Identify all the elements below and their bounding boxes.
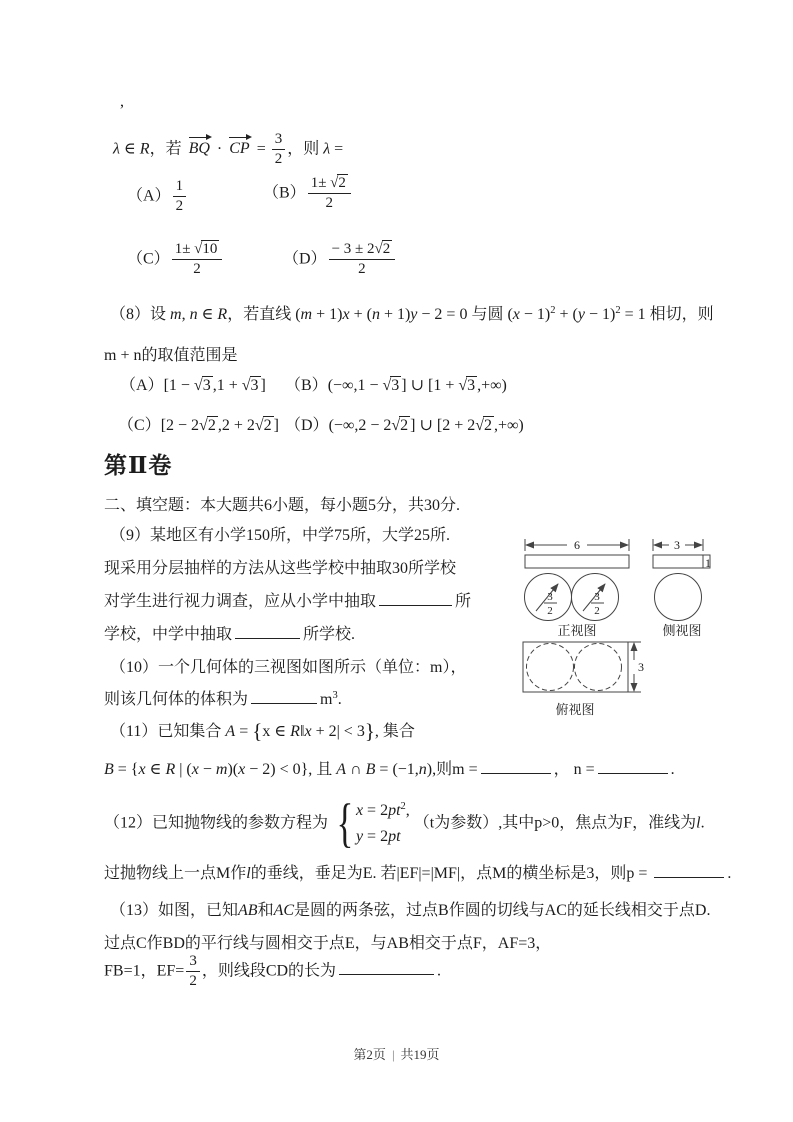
vector-symbol: BQ xyxy=(188,140,210,158)
text: ∈ xyxy=(145,761,166,778)
text: , xyxy=(181,306,190,323)
answer-blank xyxy=(598,769,668,774)
side-view-figure xyxy=(648,536,776,640)
text: ， xyxy=(140,962,157,980)
radicand xyxy=(382,240,393,257)
text: − 2 = 0 xyxy=(417,306,472,323)
square-root xyxy=(475,416,494,434)
section-heading xyxy=(104,449,172,482)
text: 1± xyxy=(310,175,331,191)
square-root xyxy=(194,376,213,394)
text: ] ∪ [2 + 2 xyxy=(410,417,476,434)
answer-blank xyxy=(379,601,452,606)
fraction-denominator xyxy=(172,259,223,278)
radical-sign: √ xyxy=(458,377,467,394)
text: 1± xyxy=(174,241,195,257)
q10-line-2 xyxy=(104,688,342,711)
front-width-label: 6 xyxy=(574,538,580,552)
vector-symbol: CP xyxy=(229,140,250,158)
math-text: λ xyxy=(323,140,331,158)
text: ，若直线 xyxy=(227,306,296,323)
text: 对学生进行视力调查，应从小学中抽取 xyxy=(104,593,377,610)
q8-option-c xyxy=(118,414,279,437)
text: + ( xyxy=(349,306,372,323)
text: , xyxy=(120,93,124,110)
text: [2 − 2 xyxy=(160,417,200,434)
text: 现采用分层抽样的方法从这些学校中抽取30所学校 xyxy=(104,560,457,577)
text: { xyxy=(252,719,263,743)
text: ] xyxy=(273,417,279,434)
text: m + n xyxy=(104,347,142,364)
square-root xyxy=(391,416,410,434)
text: （A） xyxy=(127,187,171,205)
math-text: B xyxy=(104,761,114,778)
math-text: m xyxy=(170,306,182,323)
cases-row xyxy=(356,799,410,822)
math-text: n xyxy=(189,306,198,323)
superscript: 3 xyxy=(332,690,338,701)
text: 则 xyxy=(436,761,453,778)
text: − 1) xyxy=(584,306,616,323)
top-outline xyxy=(523,642,628,692)
math-text: R xyxy=(290,723,300,740)
square-root xyxy=(382,376,401,394)
top-height-label: 3 xyxy=(638,660,644,674)
text: ( xyxy=(507,306,513,323)
q13-line-1 xyxy=(110,899,711,922)
text: 2 xyxy=(484,417,492,434)
fraction-denominator xyxy=(308,193,351,212)
text: m = xyxy=(452,761,478,778)
fraction-numerator xyxy=(308,175,351,193)
front-view-figure xyxy=(513,536,645,640)
text: = xyxy=(252,140,270,158)
radical-sign: √ xyxy=(194,241,202,257)
math-text: pt xyxy=(388,802,401,819)
text: ] ∪ [1 + xyxy=(401,377,459,394)
side-width-label: 3 xyxy=(674,538,680,552)
fraction-denominator xyxy=(173,196,187,215)
superscript: 2 xyxy=(400,801,406,812)
text: ( xyxy=(295,306,301,323)
text: ,1 + xyxy=(212,377,242,394)
text: （C） xyxy=(127,250,170,268)
text: 2 xyxy=(263,417,272,434)
text: （12）已知抛物线的参数方程为 xyxy=(104,814,329,832)
math-text: x xyxy=(138,761,146,778)
q7-option-b xyxy=(263,175,353,213)
text: FB=1 xyxy=(104,962,141,980)
text: （B） xyxy=(263,184,306,202)
stray-comma xyxy=(120,90,124,113)
text: （11）已知集合 xyxy=(110,723,226,740)
text: . xyxy=(670,761,675,778)
footer-page-number: 第2页 xyxy=(353,1047,386,1062)
side-plate xyxy=(653,555,710,568)
text: 1 xyxy=(175,178,184,194)
text: 2 xyxy=(274,151,283,168)
math-text: R xyxy=(217,306,228,323)
q8-stem-line-2 xyxy=(104,344,237,367)
fraction xyxy=(186,953,200,991)
text: ] xyxy=(260,377,266,394)
text: } xyxy=(364,719,375,743)
square-root xyxy=(458,376,477,394)
text: − 2) < 0}, xyxy=(245,761,317,778)
text: 二、填空题：本大题共6小题，每小题5分，共30分. xyxy=(104,497,461,514)
text: m xyxy=(320,691,333,708)
math-text: A xyxy=(225,723,236,740)
text: 3 xyxy=(274,131,283,147)
radicand xyxy=(337,174,348,191)
text: . xyxy=(727,865,732,882)
text: )( xyxy=(227,761,239,778)
q11-line-1 xyxy=(110,716,415,746)
text: − 1) xyxy=(519,306,551,323)
text: 2 xyxy=(325,195,334,212)
q9-line-2 xyxy=(104,557,456,580)
fraction xyxy=(272,131,286,169)
text: . xyxy=(337,691,342,708)
text: 所学校. xyxy=(303,626,356,643)
text: , xyxy=(405,802,410,819)
radicand xyxy=(263,416,274,434)
text: 3 xyxy=(467,377,476,394)
text: ‖ xyxy=(299,723,305,740)
q7-option-c xyxy=(127,241,224,279)
radical-sign: √ xyxy=(241,377,250,394)
radical-sign: √ xyxy=(254,417,263,434)
answer-blank xyxy=(251,699,317,704)
cases-rows xyxy=(356,799,410,848)
q11-line-2 xyxy=(104,758,675,781)
text: ∈ xyxy=(119,140,140,158)
square-root xyxy=(199,416,218,434)
math-text: l xyxy=(246,865,251,882)
text: ∩ xyxy=(346,761,366,778)
text: 3 xyxy=(189,953,197,969)
q9-line-3 xyxy=(104,590,471,613)
text: = xyxy=(330,140,344,158)
text: , xyxy=(374,723,379,740)
text: （10）一个几何体的三视图如图所示（单位：m）， xyxy=(110,659,467,676)
text: （9）某地区有小学150所，中学75所，大学25所. xyxy=(110,527,451,544)
radical-sign: √ xyxy=(330,175,338,191)
text: 3 xyxy=(202,377,211,394)
math-text: x xyxy=(304,723,312,740)
fraction-numerator xyxy=(272,131,286,149)
top-view-figure xyxy=(513,638,665,722)
cases-brace: { xyxy=(336,793,354,854)
radicand xyxy=(207,416,218,434)
fraction-denominator xyxy=(329,259,396,278)
top-circle-left xyxy=(527,644,574,691)
math-text: y xyxy=(355,828,364,846)
text: （C） xyxy=(118,417,161,434)
square-root xyxy=(194,240,219,257)
answer-blank xyxy=(339,970,434,975)
text: EF= xyxy=(156,962,185,980)
math-text: A xyxy=(336,761,347,778)
text: 2 xyxy=(338,175,346,191)
front-radius-den: 2 xyxy=(547,605,553,617)
superscript: 2 xyxy=(615,305,621,316)
q7-stem-line xyxy=(113,131,343,169)
math-text: λ xyxy=(113,140,120,158)
text: 和 xyxy=(257,902,274,919)
text: p = xyxy=(626,865,652,882)
text: [1 − xyxy=(163,377,194,394)
fraction-numerator xyxy=(173,178,187,196)
fraction-numerator xyxy=(172,241,223,259)
square-root xyxy=(242,376,261,394)
square-root xyxy=(375,240,393,257)
q7-option-a xyxy=(127,178,188,216)
text: 的垂线，垂足为E. 若|EF|=|MF|，点M的横坐标是3，则 xyxy=(250,865,627,882)
fraction-numerator xyxy=(329,241,396,259)
text: （B） xyxy=(285,377,328,394)
front-view-caption: 正视图 xyxy=(557,623,597,638)
text: = 2 xyxy=(363,802,389,819)
fraction-numerator xyxy=(186,953,200,971)
answer-blank xyxy=(654,873,724,878)
text: 是圆的两条弦，过点B作圆的切线与AC的延长线相交于点D. xyxy=(294,902,711,919)
text: 2 xyxy=(207,417,216,434)
text: ,+∞) xyxy=(477,377,507,394)
text: − 3 ± 2 xyxy=(331,241,375,257)
math-text: y xyxy=(577,306,585,323)
q7-option-d xyxy=(283,241,397,279)
q12-line-2 xyxy=(104,862,731,885)
math-text: m xyxy=(300,306,313,323)
text: x ∈ xyxy=(262,723,291,740)
top-view-caption: 俯视图 xyxy=(555,702,595,717)
text: − xyxy=(198,761,216,778)
text: （D） xyxy=(283,250,327,268)
math-text: m xyxy=(215,761,228,778)
text: （t为参数）,其中p>0，焦点为F，准线为 xyxy=(413,814,697,832)
text: ,2 + 2 xyxy=(217,417,255,434)
radicand xyxy=(201,240,219,257)
fraction xyxy=(308,175,351,213)
text: （8）设 xyxy=(110,306,171,323)
text: 过抛物线上一点M作 xyxy=(104,865,247,882)
text: = xyxy=(235,723,253,740)
square-root xyxy=(330,174,348,191)
q13-line-3 xyxy=(104,953,441,991)
section-instructions xyxy=(104,494,460,517)
text: 2 xyxy=(400,417,409,434)
text: 2 xyxy=(382,241,391,257)
q13-line-2 xyxy=(104,932,551,955)
text: 所 xyxy=(455,593,472,610)
radical-sign: √ xyxy=(374,241,382,257)
text: ), xyxy=(426,761,437,778)
text: ,+∞) xyxy=(494,417,524,434)
math-text: B xyxy=(365,761,376,778)
cases-system xyxy=(332,793,410,854)
text: 第Ⅱ卷 xyxy=(104,453,173,478)
q12-line-1 xyxy=(104,793,705,854)
text: (−∞,2 − 2 xyxy=(328,417,392,434)
math-text: AC xyxy=(273,902,295,919)
fraction xyxy=(173,178,187,216)
text: 过点C作BD的平行线与圆相交于点E，与AB相交于点F，AF=3， xyxy=(104,935,552,952)
text: ， xyxy=(553,761,574,778)
math-text: x xyxy=(512,306,520,323)
math-text: x xyxy=(342,306,350,323)
q8-stem-line-1 xyxy=(110,303,714,326)
text: = (−1, xyxy=(375,761,419,778)
text: 与圆 xyxy=(471,306,508,323)
text: 学校，中学中抽取 xyxy=(104,626,233,643)
radical-sign: √ xyxy=(382,377,391,394)
text: 2 xyxy=(193,261,201,278)
top-circle-right xyxy=(575,644,622,691)
fraction-denominator xyxy=(272,149,286,168)
radicand xyxy=(466,376,477,394)
text: + 2| < 3 xyxy=(311,723,365,740)
radicand xyxy=(250,376,261,394)
radicand xyxy=(399,416,410,434)
radical-sign: √ xyxy=(193,377,202,394)
math-text: R xyxy=(165,761,176,778)
math-text: x xyxy=(191,761,199,778)
footer-separator: | xyxy=(391,1047,395,1062)
math-text: AB xyxy=(238,902,258,919)
fraction xyxy=(172,241,223,279)
radicand xyxy=(483,416,494,434)
text: 10 xyxy=(202,241,218,257)
math-text: x xyxy=(355,802,364,819)
math-text: x xyxy=(238,761,246,778)
radical-sign: √ xyxy=(475,417,483,434)
radical-sign: √ xyxy=(391,417,400,434)
text: 2 xyxy=(358,261,366,278)
answer-blank xyxy=(481,769,551,774)
text: + 1) xyxy=(379,306,411,323)
front-radius-num: 3 xyxy=(594,591,600,603)
text: = 1 xyxy=(620,306,650,323)
radicand xyxy=(390,376,401,394)
math-text: R xyxy=(139,140,150,158)
math-text: y xyxy=(410,306,418,323)
text: . xyxy=(700,814,705,832)
text: · xyxy=(212,140,227,158)
side-view-caption: 侧视图 xyxy=(662,623,702,638)
q10-line-1 xyxy=(110,656,466,679)
radical-sign: √ xyxy=(199,417,207,434)
answer-blank xyxy=(235,634,300,639)
text: . xyxy=(437,962,442,980)
front-radius-num: 3 xyxy=(547,591,553,603)
square-root xyxy=(255,416,274,434)
text: 2 xyxy=(189,973,197,990)
text: ，若 xyxy=(149,140,186,158)
text: 相切，则 xyxy=(649,306,714,323)
q8-option-a xyxy=(120,374,266,397)
text: n = xyxy=(573,761,595,778)
text: = 2 xyxy=(363,828,389,846)
text: 2 xyxy=(175,198,184,215)
text: 集合 xyxy=(378,723,415,740)
text: 则该几何体的体积为 xyxy=(104,691,249,708)
text: 3 xyxy=(250,377,259,394)
math-text: n xyxy=(371,306,380,323)
text: ，则 xyxy=(287,140,324,158)
text: 3 xyxy=(391,377,400,394)
fraction-denominator xyxy=(186,971,200,990)
superscript: 2 xyxy=(550,305,556,316)
text: 且 xyxy=(316,761,337,778)
q9-line-1 xyxy=(110,524,450,547)
front-plate xyxy=(525,555,629,568)
text: + 1) xyxy=(312,306,343,323)
page-footer xyxy=(0,1044,793,1063)
q8-option-b xyxy=(285,374,507,397)
text: | ( xyxy=(175,761,192,778)
fraction xyxy=(329,241,396,279)
front-radius-den: 2 xyxy=(594,605,600,617)
radicand xyxy=(202,376,213,394)
side-circle xyxy=(655,574,702,621)
text: + ( xyxy=(555,306,578,323)
footer-total-pages: 共19页 xyxy=(400,1047,440,1062)
text: ∈ xyxy=(197,306,218,323)
math-text: pt xyxy=(388,828,401,846)
math-text: l xyxy=(696,814,701,832)
text: ，则线段CD的长为 xyxy=(201,962,337,980)
q9-line-4 xyxy=(104,623,355,646)
q8-option-d xyxy=(285,414,524,437)
text: （A） xyxy=(120,377,164,394)
cases-row xyxy=(356,825,410,848)
math-text: n xyxy=(418,761,427,778)
text: = { xyxy=(113,761,139,778)
text: (−∞,1 − xyxy=(327,377,383,394)
text: （D） xyxy=(285,417,329,434)
text: （13）如图，已知 xyxy=(110,902,239,919)
side-thickness-label: 1 xyxy=(705,556,711,570)
text: 的取值范围是 xyxy=(141,347,238,364)
